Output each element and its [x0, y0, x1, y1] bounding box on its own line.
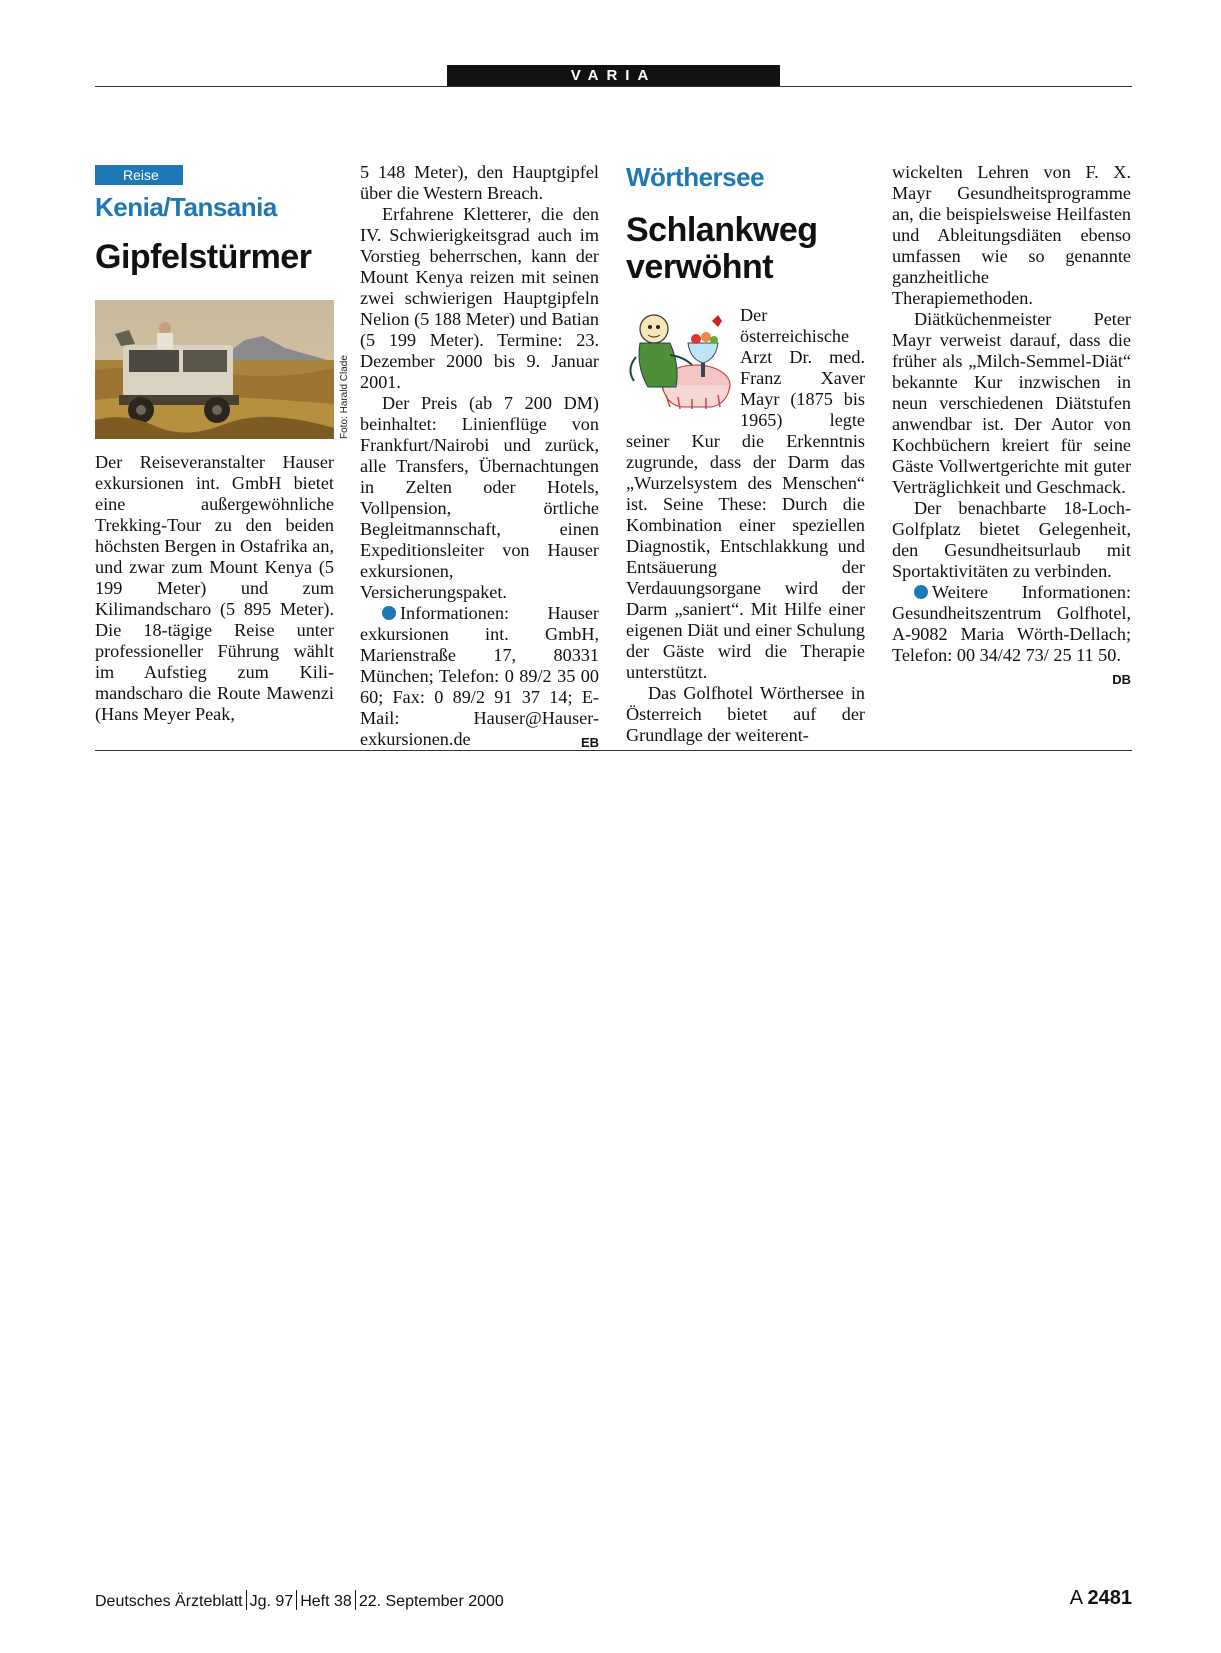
article1-paragraph-3: Der Preis (ab 7 200 DM) beinhaltet: Linienflüge von Frankfurt/Nairobi und zurück, alle Transfers, Übernachtungen in Zelten oder Hotels, Vollpension, örtliche Begleitmannschaft, einen Expeditionsleiter von Hauser exkursionen, Versicherungspaket.: [360, 393, 599, 602]
footer: [95, 1590, 504, 1611]
article1-paragraph-1-cont: 5 148 Meter), den Hauptgipfel über die Western Breach.: [360, 162, 599, 203]
article2-info-text: Weitere Informationen: Gesundheitszentrum Golfhotel, A-9082 Maria Wörth-Dellach; Telefon: 00 34/42 73/ 25 11 50.: [892, 582, 1131, 665]
issue-date: 22. September 2000: [358, 1593, 504, 1610]
article1-info: [360, 603, 599, 750]
page-number-value: 2481: [1087, 1587, 1132, 1609]
article1-info-text: Informationen: Hauser exkursionen int. GmbH, Marienstraße 17, 80331 München; Telefon: 0 89/2 35 00 60; Fax: 0 89/2 91 37 14; E-Mail: Hauser@Hauser-exkursionen.de: [360, 603, 599, 749]
article2-paragraph-3: Diätküchenmeister Peter Mayr verweist darauf, dass die früher als „Milch-Semmel-Diät“ bekannte Kur inzwischen in neun verschiedenen Diätstufen anwendbar ist. Der Autor von Kochbüchern kreiert für seine Gäste Vollwertgerichte mit guter Verträglichkeit und Geschmack.: [892, 309, 1131, 497]
page-number: [1070, 1587, 1132, 1610]
article1-body-part1: [95, 452, 334, 725]
article2-headline-line1: Schlankweg: [626, 211, 818, 249]
category-tag: Reise: [95, 165, 183, 185]
article1-signature: EB: [580, 735, 599, 750]
article1-paragraph-2: Erfahrene Kletterer, die den IV. Schwierigkeitsgrad auch im Vorstieg beherrschen, kann der Mount Kenya reizen mit seinen zwei schwierigen Hauptgipfeln Nelion (5 188 Meter) und Batian (5 199 Meter). Termine: 23. Dezember 2000 bis 9. Januar 2001.: [360, 204, 599, 392]
photo-credit: Foto: Harald Clade: [339, 355, 350, 439]
column-1: [95, 162, 350, 725]
article2-headline: [626, 212, 865, 286]
footer-separator: [296, 1590, 297, 1610]
bullet-icon: [382, 606, 396, 620]
article1-kicker: Kenia/Tansania: [95, 192, 277, 222]
article2-paragraph-2-cont: wickelten Lehren von F. X. Mayr Gesundheitsprogramme an, die beispielsweise Heilfasten und Ableitungsdiäten ebenso umfassen wie so genannte ganzheitliche Therapiemethoden.: [892, 162, 1131, 308]
article2-info: [892, 582, 1131, 687]
safari-photo: [95, 300, 350, 439]
footer-separator: [355, 1590, 356, 1610]
article1-headline: Gipfelstürmer: [95, 238, 312, 276]
article2-body-part2: [892, 162, 1131, 687]
article2-paragraph-4: Der benachbarte 18-Loch-Golfplatz bietet Gelegenheit, den Gesundheitsurlaub mit Sportaktivitäten zu verbinden.: [892, 498, 1131, 581]
article1-body-part2: [360, 162, 599, 750]
bullet-icon: [914, 585, 928, 599]
bottom-rule: [95, 750, 1132, 751]
article2-body-part1: [626, 305, 865, 746]
article2-paragraph-2-start: Das Golfhotel Wörthersee in Österreich bietet auf der Grundlage der weiterent-: [626, 683, 865, 745]
article2-headline-line2: verwöhnt: [626, 248, 774, 286]
column-3: [626, 162, 865, 746]
footer-separator: [246, 1590, 247, 1610]
section-label: VARIA: [447, 65, 780, 86]
volume: Jg. 97: [249, 1593, 294, 1610]
article2-kicker: Wörthersee: [626, 162, 765, 192]
article2-signature: DB: [1112, 672, 1131, 687]
safari-jeep-photo: [95, 300, 334, 439]
issue: Heft 38: [300, 1593, 352, 1610]
header-rule: [95, 86, 1132, 87]
article2-paragraph-1: Der österreichische Arzt Dr. med. Franz Xaver Mayr (1875 bis 1965) legte seiner Kur die Erkenntnis zugrunde, dass der Darm das „Wurzelsystem des Menschen“ ist. Seine These: Durch die Kombination einer speziellen Diagnostik, Entschlakkung und Entsäuerung der Verdauungsorgane wird der Darm „saniert“. Mit Hilfe einer eigenen Diät und einer Schulung der Gäste wird die Therapie unterstützt.: [626, 305, 865, 682]
page-prefix: A: [1069, 1587, 1082, 1609]
column-4: [892, 162, 1131, 690]
column-2: [360, 162, 599, 753]
article1-paragraph-1: Der Reiseveranstalter Hauser exkursionen int. GmbH bietet eine außergewöhnliche Trekking-Tour zu den beiden höchsten Bergen in Ostafrika an, und zwar zum Mount Kenya (5 199 Meter) und zum Kilimandscharo (5 895 Meter). Die 18-tägige Reise unter professioneller Führung wählt im Aufstieg zum Kilimandscharo die Route Mawenzi (Hans Meyer Peak,: [95, 452, 334, 724]
journal-name: Deutsches Ärzteblatt: [95, 1593, 243, 1610]
diet-illustration: [626, 307, 734, 411]
